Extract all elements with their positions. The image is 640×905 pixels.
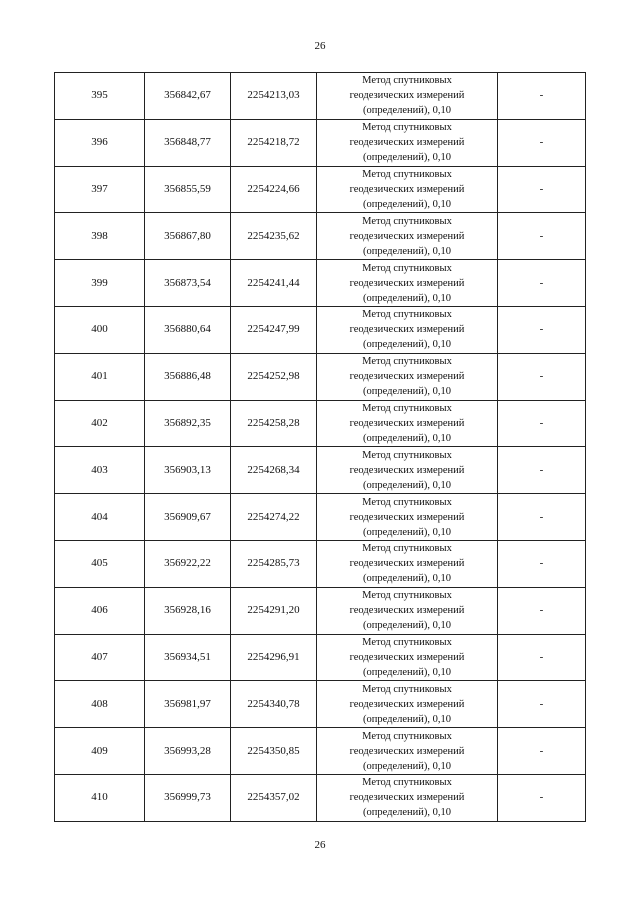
method-line-2: геодезических измерений	[349, 230, 465, 242]
table-row	[55, 540, 586, 587]
method-line-2: геодезических измерений	[349, 183, 465, 195]
method-cell	[317, 400, 498, 447]
note-cell: -	[498, 774, 586, 821]
note-cell: -	[498, 728, 586, 775]
y-coordinate-cell: 2254291,20	[231, 587, 317, 634]
method-line-1: Метод спутниковых	[362, 730, 452, 742]
note-cell: -	[498, 353, 586, 400]
method-line-3: (определений), 0,10	[362, 245, 452, 257]
method-line-2: геодезических измерений	[349, 698, 465, 710]
method-line-2: геодезических измерений	[349, 371, 465, 383]
method-line-1: Метод спутниковых	[362, 636, 452, 648]
method-cell	[317, 774, 498, 821]
table-row	[55, 494, 586, 541]
method-line-2: геодезических измерений	[349, 605, 465, 617]
method-line-3: (определений), 0,10	[362, 760, 452, 772]
y-coordinate-cell: 2254252,98	[231, 353, 317, 400]
point-number-cell: 405	[55, 540, 145, 587]
y-coordinate-cell: 2254241,44	[231, 260, 317, 307]
table-row	[55, 728, 586, 775]
x-coordinate-cell: 356909,67	[145, 494, 231, 541]
method-line-3: (определений), 0,10	[362, 479, 452, 491]
note-cell: -	[498, 634, 586, 681]
method-line-2: геодезических измерений	[349, 417, 465, 429]
table-row	[55, 73, 586, 120]
method-cell	[317, 728, 498, 775]
note-cell: -	[498, 400, 586, 447]
note-cell: -	[498, 494, 586, 541]
method-line-2: геодезических измерений	[349, 90, 465, 102]
y-coordinate-cell: 2254357,02	[231, 774, 317, 821]
point-number-cell: 395	[55, 73, 145, 120]
method-line-3: (определений), 0,10	[362, 339, 452, 351]
method-line-3: (определений), 0,10	[362, 526, 452, 538]
point-number-cell: 400	[55, 306, 145, 353]
x-coordinate-cell: 356928,16	[145, 587, 231, 634]
method-line-1: Метод спутниковых	[362, 449, 452, 461]
method-cell	[317, 540, 498, 587]
point-number-cell: 407	[55, 634, 145, 681]
method-line-3: (определений), 0,10	[362, 573, 452, 585]
method-line-2: геодезических измерений	[349, 464, 465, 476]
y-coordinate-cell: 2254218,72	[231, 119, 317, 166]
y-coordinate-cell: 2254350,85	[231, 728, 317, 775]
point-number-cell: 399	[55, 260, 145, 307]
x-coordinate-cell: 356873,54	[145, 260, 231, 307]
method-line-1: Метод спутниковых	[362, 683, 452, 695]
method-line-3: (определений), 0,10	[362, 292, 452, 304]
coordinates-table-body	[55, 73, 586, 822]
y-coordinate-cell: 2254296,91	[231, 634, 317, 681]
x-coordinate-cell: 356848,77	[145, 119, 231, 166]
table-row	[55, 400, 586, 447]
y-coordinate-cell: 2254285,73	[231, 540, 317, 587]
y-coordinate-cell: 2254247,99	[231, 306, 317, 353]
method-line-1: Метод спутниковых	[362, 543, 452, 555]
method-line-1: Метод спутниковых	[362, 215, 452, 227]
point-number-cell: 398	[55, 213, 145, 260]
method-line-2: геодезических измерений	[349, 651, 465, 663]
method-cell	[317, 587, 498, 634]
x-coordinate-cell: 356855,59	[145, 166, 231, 213]
method-cell	[317, 353, 498, 400]
method-line-1: Метод спутниковых	[362, 262, 452, 274]
table-row	[55, 447, 586, 494]
x-coordinate-cell: 356886,48	[145, 353, 231, 400]
point-number-cell: 408	[55, 681, 145, 728]
method-cell	[317, 634, 498, 681]
method-line-3: (определений), 0,10	[362, 807, 452, 819]
method-line-1: Метод спутниковых	[362, 402, 452, 414]
x-coordinate-cell: 356993,28	[145, 728, 231, 775]
note-cell: -	[498, 119, 586, 166]
y-coordinate-cell: 2254340,78	[231, 681, 317, 728]
x-coordinate-cell: 356867,80	[145, 213, 231, 260]
table-row	[55, 634, 586, 681]
coordinates-table	[54, 72, 586, 822]
note-cell: -	[498, 540, 586, 587]
x-coordinate-cell: 356922,22	[145, 540, 231, 587]
method-line-3: (определений), 0,10	[362, 713, 452, 725]
x-coordinate-cell: 356999,73	[145, 774, 231, 821]
method-line-1: Метод спутниковых	[362, 590, 452, 602]
table-row	[55, 587, 586, 634]
method-line-2: геодезических измерений	[349, 558, 465, 570]
method-line-3: (определений), 0,10	[362, 620, 452, 632]
method-line-1: Метод спутниковых	[362, 75, 452, 87]
method-cell	[317, 494, 498, 541]
method-line-1: Метод спутниковых	[362, 496, 452, 508]
method-line-3: (определений), 0,10	[362, 198, 452, 210]
note-cell: -	[498, 306, 586, 353]
note-cell: -	[498, 166, 586, 213]
table-row	[55, 774, 586, 821]
method-line-2: геодезических измерений	[349, 511, 465, 523]
point-number-cell: 397	[55, 166, 145, 213]
table-row	[55, 353, 586, 400]
note-cell: -	[498, 260, 586, 307]
note-cell: -	[498, 681, 586, 728]
point-number-cell: 409	[55, 728, 145, 775]
method-cell	[317, 73, 498, 120]
method-line-3: (определений), 0,10	[362, 386, 452, 398]
method-line-1: Метод спутниковых	[362, 777, 452, 789]
method-cell	[317, 447, 498, 494]
table-row	[55, 681, 586, 728]
x-coordinate-cell: 356981,97	[145, 681, 231, 728]
method-line-1: Метод спутниковых	[362, 168, 452, 180]
y-coordinate-cell: 2254213,03	[231, 73, 317, 120]
method-line-2: геодезических измерений	[349, 137, 465, 149]
y-coordinate-cell: 2254224,66	[231, 166, 317, 213]
method-line-2: геодезических измерений	[349, 324, 465, 336]
method-line-1: Метод спутниковых	[362, 356, 452, 368]
method-line-1: Метод спутниковых	[362, 122, 452, 134]
y-coordinate-cell: 2254274,22	[231, 494, 317, 541]
method-cell	[317, 260, 498, 307]
point-number-cell: 404	[55, 494, 145, 541]
method-cell	[317, 119, 498, 166]
page-number-bottom: 26	[314, 839, 326, 851]
note-cell: -	[498, 213, 586, 260]
method-line-3: (определений), 0,10	[362, 152, 452, 164]
x-coordinate-cell: 356903,13	[145, 447, 231, 494]
y-coordinate-cell: 2254258,28	[231, 400, 317, 447]
table-row	[55, 119, 586, 166]
page-number-top: 26	[314, 40, 326, 52]
method-line-3: (определений), 0,10	[362, 666, 452, 678]
table-row	[55, 260, 586, 307]
table-row	[55, 213, 586, 260]
method-line-3: (определений), 0,10	[362, 105, 452, 117]
point-number-cell: 410	[55, 774, 145, 821]
note-cell: -	[498, 73, 586, 120]
method-line-2: геодезических измерений	[349, 792, 465, 804]
method-cell	[317, 681, 498, 728]
x-coordinate-cell: 356880,64	[145, 306, 231, 353]
point-number-cell: 402	[55, 400, 145, 447]
point-number-cell: 406	[55, 587, 145, 634]
point-number-cell: 401	[55, 353, 145, 400]
method-line-3: (определений), 0,10	[362, 432, 452, 444]
point-number-cell: 396	[55, 119, 145, 166]
note-cell: -	[498, 587, 586, 634]
x-coordinate-cell: 356842,67	[145, 73, 231, 120]
method-cell	[317, 213, 498, 260]
method-line-2: геодезических измерений	[349, 745, 465, 757]
x-coordinate-cell: 356892,35	[145, 400, 231, 447]
y-coordinate-cell: 2254268,34	[231, 447, 317, 494]
point-number-cell: 403	[55, 447, 145, 494]
note-cell: -	[498, 447, 586, 494]
method-line-1: Метод спутниковых	[362, 309, 452, 321]
y-coordinate-cell: 2254235,62	[231, 213, 317, 260]
table-row	[55, 306, 586, 353]
method-cell	[317, 166, 498, 213]
method-cell	[317, 306, 498, 353]
method-line-2: геодезических измерений	[349, 277, 465, 289]
x-coordinate-cell: 356934,51	[145, 634, 231, 681]
table-row	[55, 166, 586, 213]
